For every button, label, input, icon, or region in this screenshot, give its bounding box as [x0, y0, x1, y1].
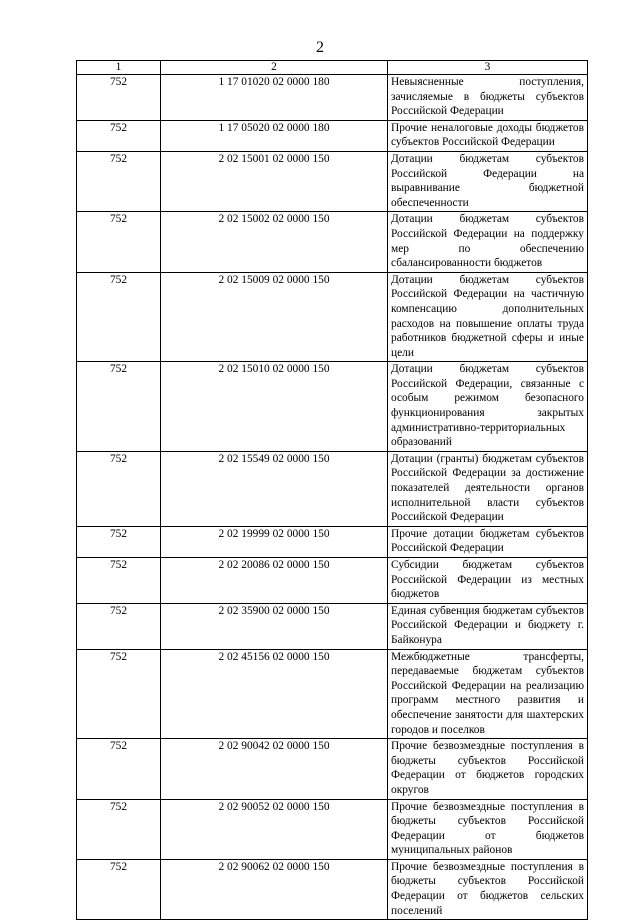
table-row	[77, 451, 588, 526]
admin-code-cell: 752	[77, 272, 161, 362]
admin-code-cell: 752	[77, 212, 161, 272]
budget-classification-code-cell: 2 02 45156 02 0000 150	[161, 649, 388, 739]
budget-classification-code-cell: 2 02 90042 02 0000 150	[161, 739, 388, 799]
table-row	[77, 75, 588, 121]
admin-code-cell: 752	[77, 151, 161, 211]
table-row	[77, 799, 588, 859]
table-row	[77, 649, 588, 739]
table-body	[77, 75, 588, 920]
budget-codes-table	[76, 60, 588, 920]
revenue-name-cell: Прочие неналоговые доходы бюджетов субъектов Российской Федерации	[388, 120, 588, 151]
revenue-name-cell: Прочие безвозмездные поступления в бюджеты субъектов Российской Федерации от бюджетов городских округов	[388, 739, 588, 799]
revenue-name-cell: Дотации бюджетам субъектов Российской Федерации на выравнивание бюджетной обеспеченности	[388, 151, 588, 211]
revenue-name-cell: Невыясненные поступления, зачисляемые в бюджеты субъектов Российской Федерации	[388, 75, 588, 121]
budget-classification-code-cell: 2 02 20086 02 0000 150	[161, 558, 388, 604]
budget-classification-code-cell: 2 02 15009 02 0000 150	[161, 272, 388, 362]
revenue-name-cell: Дотации бюджетам субъектов Российской Федерации на частичную компенсацию дополнительных расходов на повышение оплаты труда работников бюджетной сферы и иные цели	[388, 272, 588, 362]
table-row	[77, 739, 588, 799]
budget-classification-code-cell: 2 02 35900 02 0000 150	[161, 603, 388, 649]
revenue-name-cell: Дотации бюджетам субъектов Российской Федерации на поддержку мер по обеспечению сбалансированности бюджетов	[388, 212, 588, 272]
table-row	[77, 151, 588, 211]
page-number: 2	[316, 39, 324, 56]
budget-classification-code-cell: 1 17 05020 02 0000 180	[161, 120, 388, 151]
revenue-name-cell: Дотации (гранты) бюджетам субъектов Российской Федерации за достижение показателей деятельности органов исполнительной власти субъектов Российской Федерации	[388, 451, 588, 526]
revenue-name-cell: Межбюджетные трансферты, передаваемые бюджетам субъектов Российской Федерации на реализацию программ местного развития и обеспечение занятости для шахтерских городов и поселков	[388, 649, 588, 739]
admin-code-cell: 752	[77, 558, 161, 604]
table-row	[77, 526, 588, 557]
revenue-name-cell: Единая субвенция бюджетам субъектов Российской Федерации и бюджету г. Байконура	[388, 603, 588, 649]
admin-code-cell: 752	[77, 526, 161, 557]
budget-classification-code-cell: 2 02 15001 02 0000 150	[161, 151, 388, 211]
table-row	[77, 603, 588, 649]
admin-code-cell: 752	[77, 799, 161, 859]
budget-classification-code-cell: 2 02 90052 02 0000 150	[161, 799, 388, 859]
revenue-name-cell: Дотации бюджетам субъектов Российской Федерации, связанные с особым режимом безопасного функционирования закрытых административно-территориальных образований	[388, 362, 588, 452]
table-row	[77, 859, 588, 919]
revenue-name-cell: Субсидии бюджетам субъектов Российской Федерации из местных бюджетов	[388, 558, 588, 604]
table-row	[77, 272, 588, 362]
admin-code-cell: 752	[77, 362, 161, 452]
table-header-row	[77, 61, 588, 75]
budget-classification-code-cell: 1 17 01020 02 0000 180	[161, 75, 388, 121]
budget-classification-code-cell: 2 02 15002 02 0000 150	[161, 212, 388, 272]
budget-classification-code-cell: 2 02 19999 02 0000 150	[161, 526, 388, 557]
revenue-name-cell: Прочие безвозмездные поступления в бюджеты субъектов Российской Федерации от бюджетов сельских поселений	[388, 859, 588, 919]
table-row	[77, 120, 588, 151]
table-row	[77, 362, 588, 452]
admin-code-cell: 752	[77, 75, 161, 121]
admin-code-cell: 752	[77, 739, 161, 799]
column-header-2: 2	[161, 61, 388, 75]
revenue-name-cell: Прочие безвозмездные поступления в бюджеты субъектов Российской Федерации от бюджетов муниципальных районов	[388, 799, 588, 859]
column-header-1: 1	[77, 61, 161, 75]
budget-classification-code-cell: 2 02 90062 02 0000 150	[161, 859, 388, 919]
revenue-name-cell: Прочие дотации бюджетам субъектов Российской Федерации	[388, 526, 588, 557]
admin-code-cell: 752	[77, 649, 161, 739]
admin-code-cell: 752	[77, 603, 161, 649]
budget-classification-code-cell: 2 02 15010 02 0000 150	[161, 362, 388, 452]
column-header-3: 3	[388, 61, 588, 75]
admin-code-cell: 752	[77, 120, 161, 151]
budget-classification-code-cell: 2 02 15549 02 0000 150	[161, 451, 388, 526]
admin-code-cell: 752	[77, 859, 161, 919]
table-row	[77, 212, 588, 272]
admin-code-cell: 752	[77, 451, 161, 526]
table-row	[77, 558, 588, 604]
